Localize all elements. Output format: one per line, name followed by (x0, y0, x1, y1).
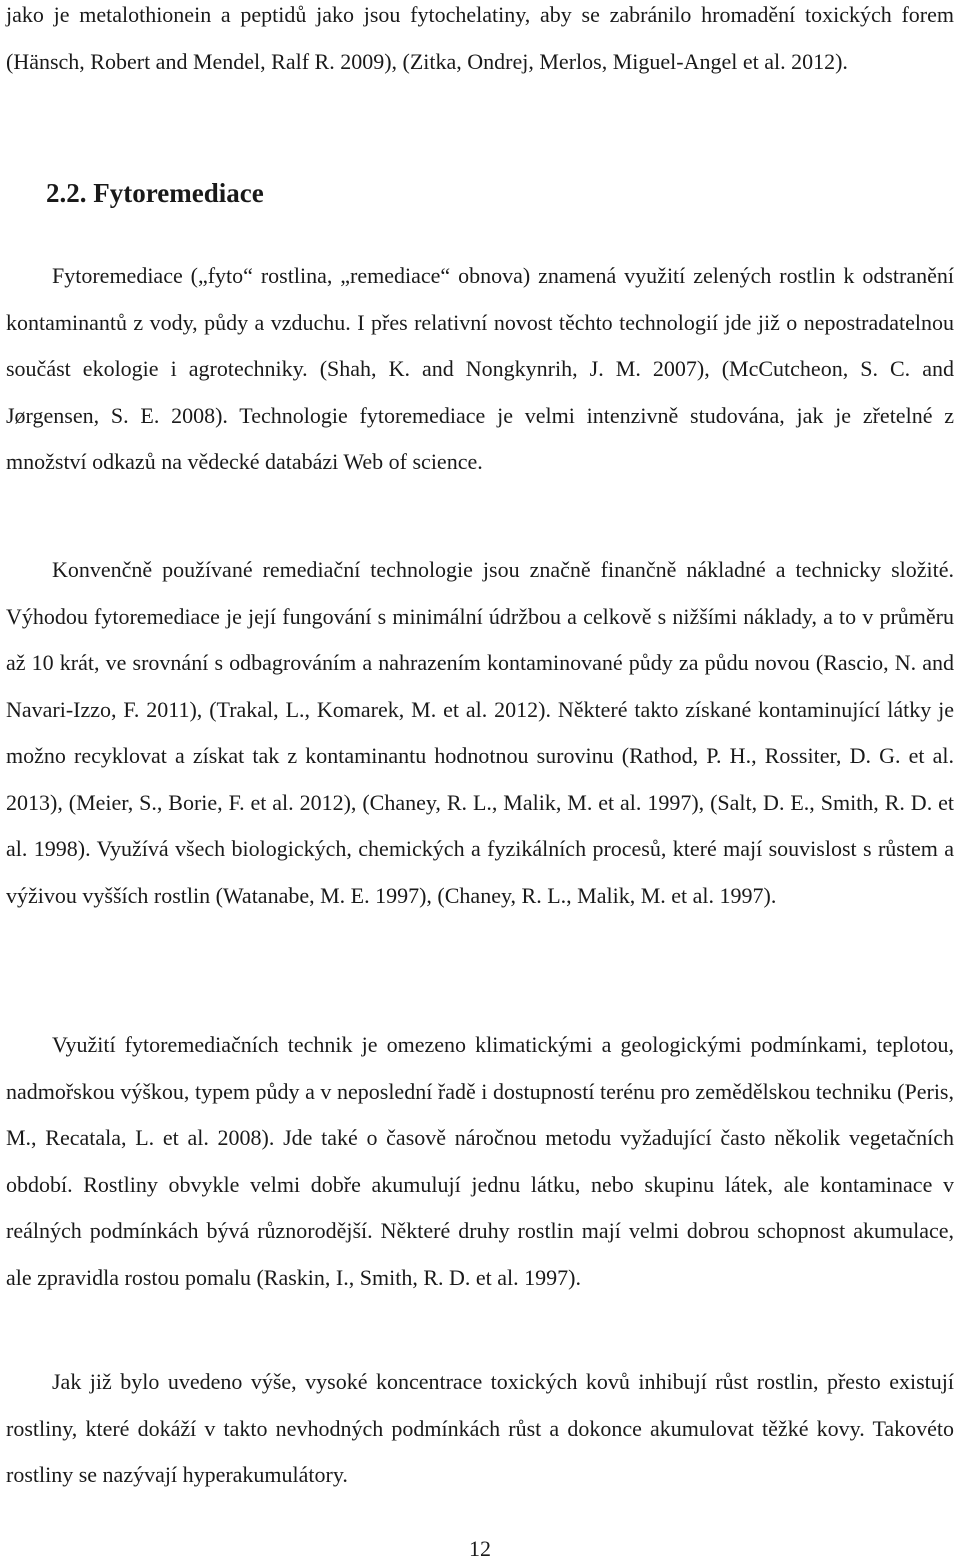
page-number: 12 (469, 1536, 491, 1561)
intro-paragraph: jako je metalothionein a peptidů jako jsou fytochelatiny, aby se zabránilo hromadění toxických forem (Hänsch, Robert and Mendel, Ralf R. 2009), (Zitka, Ondrej, Merlos, Miguel-Angel et al. 2012). (6, 2, 954, 74)
paragraph-limitations: Využití fytoremediačních technik je omezeno klimatickými a geologickými podmínkami, teplotou, nadmořskou výškou, typem půdy a v neposlední řadě i dostupností terénu pro zemědělskou techniku (Peris, M., Recatala, L. et al. 2008). Jde také o časově náročnou metodu vyžadující často několik vegetačních období. Rostliny obvykle velmi dobře akumulují jednu látku, nebo skupinu látek, ale kontaminace v reálných podmínkách bývá různorodější. Některé druhy rostlin mají velmi dobrou schopnost akumulace, ale zpravidla rostou pomalu (Raskin, I., Smith, R. D. et al. 1997). (6, 1032, 954, 1290)
section-heading: 2.2. Fytoremediace (46, 178, 264, 208)
paragraph-advantages: Konvenčně používané remediační technologie jsou značně finančně nákladné a technicky složité. Výhodou fytoremediace je její fungování s minimální údržbou a celkově s nižšími náklady, a to v průměru až 10 krát, ve srovnání s odbagrováním a nahrazením kontaminované půdy za půdu novou (Rascio, N. and Navari-Izzo, F. 2011), (Trakal, L., Komarek, M. et al. 2012). Některé takto získané kontaminující látky je možno recyklovat a získat tak z kontaminantu hodnotnou surovinu (Rathod, P. H., Rossiter, D. G. et al. 2013), (Meier, S., Borie, F. et al. 2012), (Chaney, R. L., Malik, M. et al. 1997), (Salt, D. E., Smith, R. D. et al. 1998). Využívá všech biologických, chemických a fyzikálních procesů, které mají souvislost s růstem a výživou vyšších rostlin (Watanabe, M. E. 1997), (Chaney, R. L., Malik, M. et al. 1997). (6, 557, 954, 908)
paragraph-hyperaccumulators: Jak již bylo uvedeno výše, vysoké koncentrace toxických kovů inhibují růst rostlin, přesto existují rostliny, které dokáží v takto nevhodných podmínkách růst a dokonce akumulovat těžké kovy. Takovéto rostliny se nazývají hyperakumulátory. (6, 1369, 954, 1487)
paragraph-phytoremediation-definition: Fytoremediace („fyto“ rostlina, „remediace“ obnova) znamená využití zelených rostlin k odstranění kontaminantů z vody, půdy a vzduchu. I přes relativní novost těchto technologií jde již o nepostradatelnou součást ekologie i agrotechniky. (Shah, K. and Nongkynrih, J. M. 2007), (McCutcheon, S. C. and Jørgensen, S. E. 2008). Technologie fytoremediace je velmi intenzivně studována, jak je zřetelné z množství odkazů na vědecké databázi Web of science. (6, 263, 954, 474)
